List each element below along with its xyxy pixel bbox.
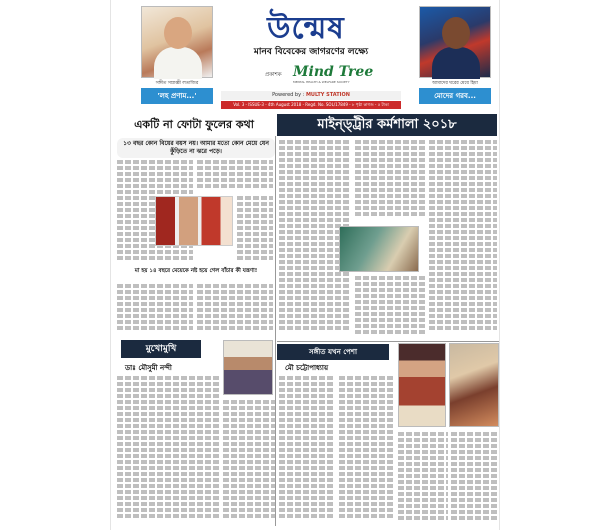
music-text-col-1 xyxy=(279,376,335,526)
masthead xyxy=(111,0,500,112)
powered-by-label: Powered by : xyxy=(272,92,305,98)
newspaper-page xyxy=(110,0,500,530)
right-text-col-3 xyxy=(429,140,497,340)
workshop-photo xyxy=(339,226,419,272)
left-text-col-3 xyxy=(237,196,273,264)
music-box: সঙ্গীত যখন পেশা xyxy=(277,344,389,360)
music-text-col-2 xyxy=(339,376,395,526)
right-tag: মোদের গরব... xyxy=(419,88,491,104)
interview-text-col-1 xyxy=(117,376,219,526)
interview-text-col-2 xyxy=(223,400,275,526)
left-text-col-4 xyxy=(117,284,193,336)
left-text-col-2 xyxy=(197,160,273,194)
music-text-col-4 xyxy=(451,432,499,526)
powered-by-brand: MULTY STATION xyxy=(305,92,350,98)
music-text-col-3 xyxy=(398,432,448,526)
newspaper-title: উন্মেষ xyxy=(267,11,345,46)
lata-photo xyxy=(141,6,213,78)
column-divider xyxy=(275,136,276,526)
right-text-col-2 xyxy=(355,140,425,224)
left-photo-caption: সঙ্গীত সম্রাজ্ঞী লতাজির xyxy=(155,81,199,86)
right-headline: মাইন্ড্ট্রীর কর্মশালা ২০১৮ xyxy=(277,114,497,136)
henna-feet-photo xyxy=(155,196,233,246)
singer-photo xyxy=(398,343,446,427)
left-tag: 'লহ প্রণাম...' xyxy=(141,88,213,104)
doctor-photo xyxy=(223,340,273,395)
right-text-col-4 xyxy=(355,276,425,340)
section-rule xyxy=(277,341,499,342)
motto: মানব বিবেকের জাগরণের লক্ষ্যে xyxy=(253,47,369,57)
music-name: মৌ চট্টোপাধ্যায় xyxy=(285,364,329,372)
issue-info-bar: Vol. 3 - ISSUE-3 - 4th August 2018 - Regd. No. SOL/17849 - ৮ পৃষ্ঠা কাগজ - ৫ টাকা xyxy=(221,101,401,109)
hima-photo xyxy=(419,6,491,78)
left-headline: একটি না ফোটা ফুলের কথা xyxy=(134,118,254,131)
left-text-col-5 xyxy=(197,284,273,336)
publisher-subtitle: MENTAL HEALTH & WELFARE SOCIETY xyxy=(293,80,350,84)
left-quote: ১৩ বছর কোন বিয়ের বয়স নয়। আমার মতো কোন মেয়ে যেন কুঁড়িতে না ঝরে পড়ে। xyxy=(117,138,275,158)
interview-name: ডাঃ মৌসুমী নন্দী xyxy=(125,364,172,372)
publisher-label: প্রকাশক xyxy=(265,72,282,78)
left-subhead: মা হয় ১৪ বছরে মেয়েকে নষ্ট হয়ে গেল বাঁচার কী যন্ত্রণা! xyxy=(134,268,258,274)
interview-box: মুখোমুখি xyxy=(121,340,201,358)
right-photo-caption: আমাদের ঘরের মেয়ে হিমা xyxy=(432,81,478,86)
group-photo xyxy=(449,343,499,427)
mindtree-logo: Mind Tree xyxy=(293,64,374,80)
powered-by-bar xyxy=(221,91,401,100)
